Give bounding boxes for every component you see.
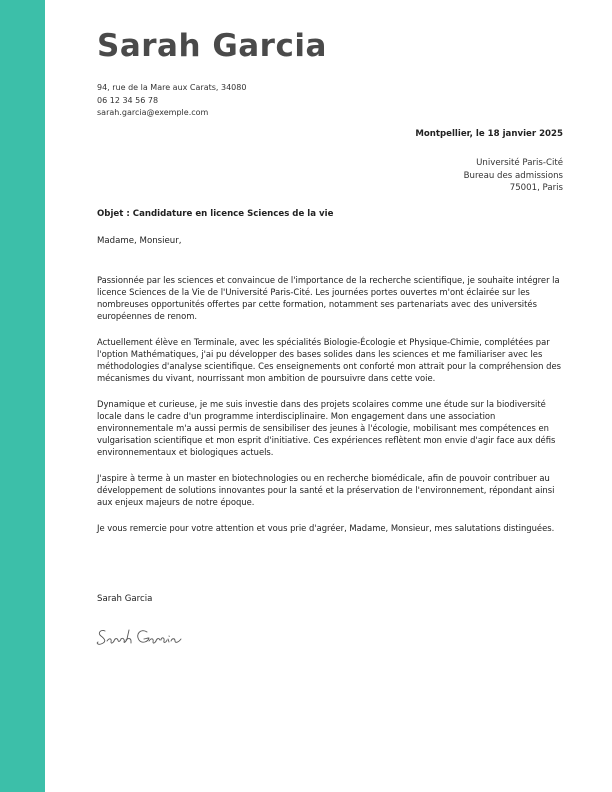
sender-address: 94, rue de la Mare aux Carats, 34080: [97, 83, 247, 92]
recipient-block: [464, 157, 563, 195]
body-paragraph-4: J'aspire à terme à un master en biotechnologies ou en recherche biomédicale, afin de pouvoir contribuer au développement de solutions innovantes pour la santé et la préservation de l'environnement, répondant ainsi aux enjeux majeurs de notre époque.: [97, 472, 555, 507]
subject-line: Objet : Candidature en licence Sciences de la vie: [97, 209, 334, 219]
sender-email: sarah.garcia@exemple.com: [97, 108, 209, 117]
sender-phone: 06 12 34 56 78: [97, 95, 159, 105]
body-paragraph-3: Dynamique et curieuse, je me suis investie dans des projets scolaires comme une étude sur la biodiversité locale dans le cadre d'un programme interdisciplinaire. Mon engagement dans une association environnementale m'a aussi permis de sensibiliser des jeunes à l'écologie, mobilisant mes compétences en vulgarisation scientifique et mon esprit d'initiative. Ces expériences reflètent mon envie d'agir face aux défis environnementaux et biologiques actuels.: [97, 398, 556, 458]
recipient-line-3: 75001, Paris: [509, 183, 563, 193]
letter-body: [97, 274, 563, 547]
recipient-line-2: Bureau des admissions: [463, 170, 563, 181]
accent-side-bar: [0, 0, 45, 792]
date-line: Montpellier, le 18 janvier 2025: [415, 129, 563, 139]
sender-contact-block: [97, 82, 246, 120]
sender-name: Sarah Garcia: [97, 28, 327, 64]
recipient-line-1: Université Paris-Cité: [476, 158, 563, 168]
closing-paragraph: Je vous remercie pour votre attention et vous prie d'agréer, Madame, Monsieur, mes salutations distinguées.: [97, 522, 555, 533]
handwritten-signature: [95, 624, 185, 650]
body-paragraph-1: Passionnée par les sciences et convaincue de l'importance de la recherche scientifique, je souhaite intégrer la licence Sciences de la Vie de l'Université Paris-Cité. Les journées portes ouvertes m'ont éclairée sur les nombreuses opportunités offertes par cette formation, notamment ses partenariats avec des universités européennes de renom.: [97, 275, 560, 322]
body-paragraph-2: Actuellement élève en Terminale, avec les spécialités Biologie-Écologie et Physique-Chimie, complétées par l'option Mathématiques, j'ai pu développer des bases solides dans les sciences et me familiariser avec les méthodologies d'analyse scientifique. Ces enseignements ont conforté mon attrait pour la compréhension des mécanismes du vivant, nourrissant mon ambition de poursuivre dans cette voie.: [97, 336, 561, 384]
signoff-name: Sarah Garcia: [97, 594, 153, 604]
salutation: Madame, Monsieur,: [97, 236, 182, 246]
